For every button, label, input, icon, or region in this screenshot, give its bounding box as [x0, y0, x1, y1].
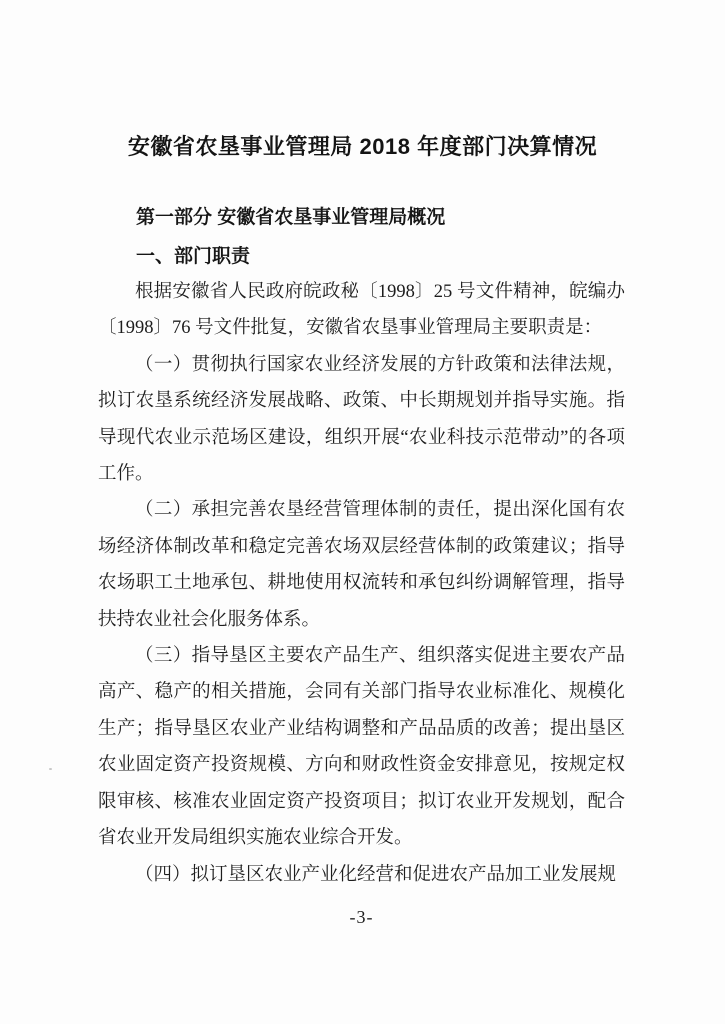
paragraph-duty-1: （一）贯彻执行国家农业经济发展的方针政策和法律法规，拟订农垦系统经济发展战略、政策、中长期规划并指导实施。指导现代农业示范场区建设，组织开展“农业科技示范带动”的各项工作。 [98, 354, 625, 485]
section-heading: 一、部门职责 [136, 246, 251, 267]
paragraph-intro: 根据安徽省人民政府皖政秘〔1998〕25 号文件精神，皖编办〔1998〕76 号文件批复，安徽省农垦事业管理局主要职责是： [98, 282, 625, 339]
scan-speck [49, 768, 52, 770]
page-number: -3- [349, 906, 374, 927]
part-heading: 第一部分 安徽省农垦事业管理局概况 [136, 207, 446, 228]
body-text [98, 274, 625, 893]
paragraph-duty-3: （三）指导垦区主要农产品生产、组织落实促进主要农产品高产、稳产的相关措施，会同有关部门指导农业标准化、规模化生产；指导垦区农业产业结构调整和产品品质的改善；提出垦区农业固定资产投资规模、方向和财政性资金安排意见，按规定权限审核、核准农业固定资产投资项目；拟订农业开发规划，配合省农业开发局组织实施农业综合开发。 [98, 646, 625, 849]
paragraph-duty-2: （二）承担完善农垦经营管理体制的责任，提出深化国有农场经济体制改革和稳定完善农场双层经营体制的政策建议；指导农场职工土地承包、耕地使用权流转和承包纠纷调解管理，指导扶持农业社会化服务体系。 [98, 500, 625, 630]
document-title: 安徽省农垦事业管理局 2018 年度部门决算情况 [127, 134, 598, 159]
paragraph-duty-4: （四）拟订垦区农业产业化经营和促进农产品加工业发展规 [135, 864, 617, 885]
document-body [98, 205, 625, 927]
